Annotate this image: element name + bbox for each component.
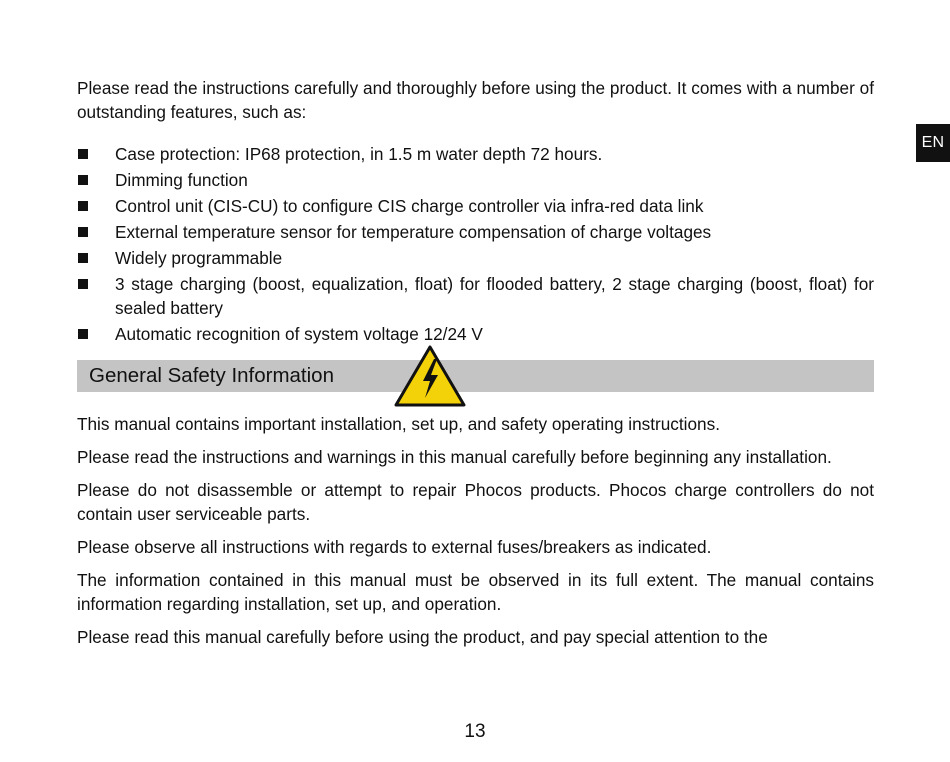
list-item [77, 168, 874, 192]
square-bullet-icon [78, 253, 88, 263]
safety-paragraphs [77, 412, 874, 649]
section-title: General Safety Information [89, 364, 334, 387]
page-number: 13 [464, 721, 486, 742]
list-item [77, 322, 874, 346]
feature-text: Control unit (CIS-CU) to configure CIS charge controller via infra-red data link [115, 196, 704, 216]
list-item [77, 272, 874, 320]
safety-paragraph: This manual contains important installation, set up, and safety operating instructions. [77, 414, 720, 434]
section-header-bar [77, 360, 874, 392]
safety-paragraph: Please read the instructions and warnings in this manual carefully before beginning any installation. [77, 447, 832, 467]
list-item [77, 220, 874, 244]
feature-text: External temperature sensor for temperature compensation of charge voltages [115, 222, 712, 242]
square-bullet-icon [78, 201, 88, 211]
square-bullet-icon [78, 149, 88, 159]
feature-list [77, 142, 874, 346]
feature-text: 3 stage charging (boost, equalization, float) for flooded battery, 2 stage charging (boost, float) for sealed battery [115, 274, 874, 318]
square-bullet-icon [78, 175, 88, 185]
feature-text: Automatic recognition of system voltage 12/24 V [115, 324, 483, 344]
list-item [77, 142, 874, 166]
intro-paragraph: Please read the instructions carefully and thoroughly before using the product. It comes with a number of outstanding features, such as: [77, 78, 874, 122]
high-voltage-warning-icon [393, 344, 467, 408]
safety-paragraph: The information contained in this manual must be observed in its full extent. The manual contains information regarding installation, set up, and operation. [77, 570, 874, 614]
feature-text: Widely programmable [115, 248, 283, 268]
page-content [77, 76, 874, 658]
safety-paragraph: Please read this manual carefully before using the product, and pay special attention to the [77, 627, 768, 647]
square-bullet-icon [78, 279, 88, 289]
language-tab: EN [916, 124, 950, 162]
safety-paragraph: Please do not disassemble or attempt to repair Phocos products. Phocos charge controllers do not contain user serviceable parts. [77, 480, 874, 524]
safety-paragraph: Please observe all instructions with regards to external fuses/breakers as indicated. [77, 537, 712, 557]
feature-text: Case protection: IP68 protection, in 1.5 m water depth 72 hours. [115, 144, 603, 164]
list-item [77, 246, 874, 270]
list-item [77, 194, 874, 218]
square-bullet-icon [78, 329, 88, 339]
feature-text: Dimming function [115, 170, 248, 190]
square-bullet-icon [78, 227, 88, 237]
